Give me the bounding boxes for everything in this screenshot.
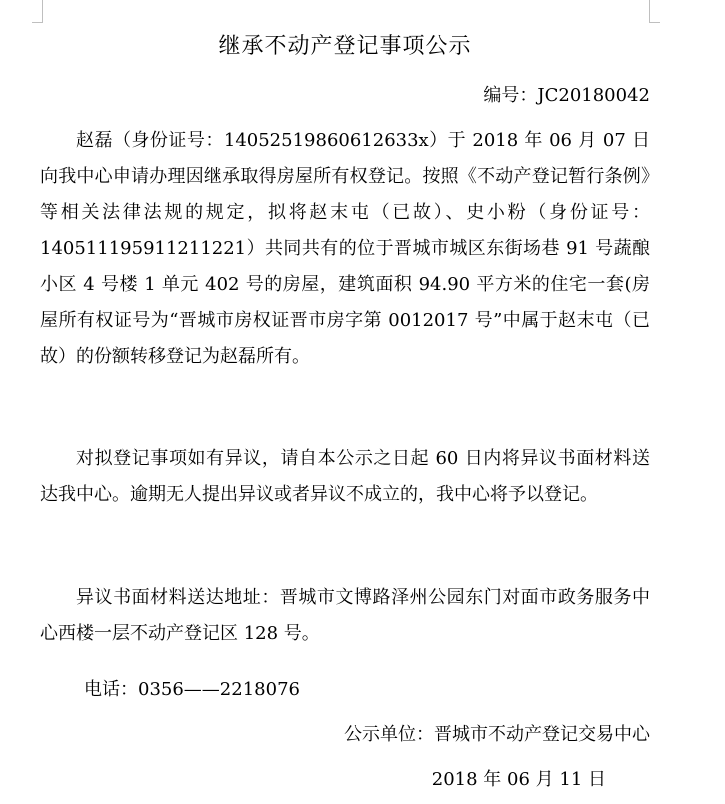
page-corner-mark-left (32, 0, 43, 23)
paragraph-application: 赵磊（身份证号：14052519860612633x）于 2018 年 06 月 07 日向我中心申请办理因继承取得房屋所有权登记。按照《不动产登记暂行条例》等相关法律法规的规定，拟将赵末屯（已故）、史小粉（身份证号：140511195911211221）共同共有的位于晋城市城区东街场巷 91 号蔬酿小区 4 号楼 1 单元 402 号的房屋，建筑面积 94.90 平方米的住宅一套(房屋所有权证号为“晋城市房权证晋市房字第 0012017 号”中属于赵末屯（已故）的份额转移登记为赵磊所有。 (40, 130, 650, 367)
date-line: 2018 年 06 月 11 日 (431, 769, 606, 790)
paragraph-objection: 对拟登记事项如有异议，请自本公示之日起 60 日内将异议书面材料送达我中心。逾期无人提出异议或者异议不成立的，我中心将予以登记。 (40, 448, 650, 505)
phone-line: 电话：0356——2218076 (84, 679, 300, 700)
document-number: 编号：JC20180042 (483, 85, 650, 106)
page-corner-mark-right (649, 0, 660, 23)
issuer-line: 公示单位：晋城市不动产登记交易中心 (344, 724, 650, 745)
document-title: 继承不动产登记事项公示 (218, 34, 472, 59)
paragraph-address: 异议书面材料送达地址：晋城市文博路泽州公园东门对面市政务服务中心西楼一层不动产登记区 128 号。 (40, 587, 650, 644)
